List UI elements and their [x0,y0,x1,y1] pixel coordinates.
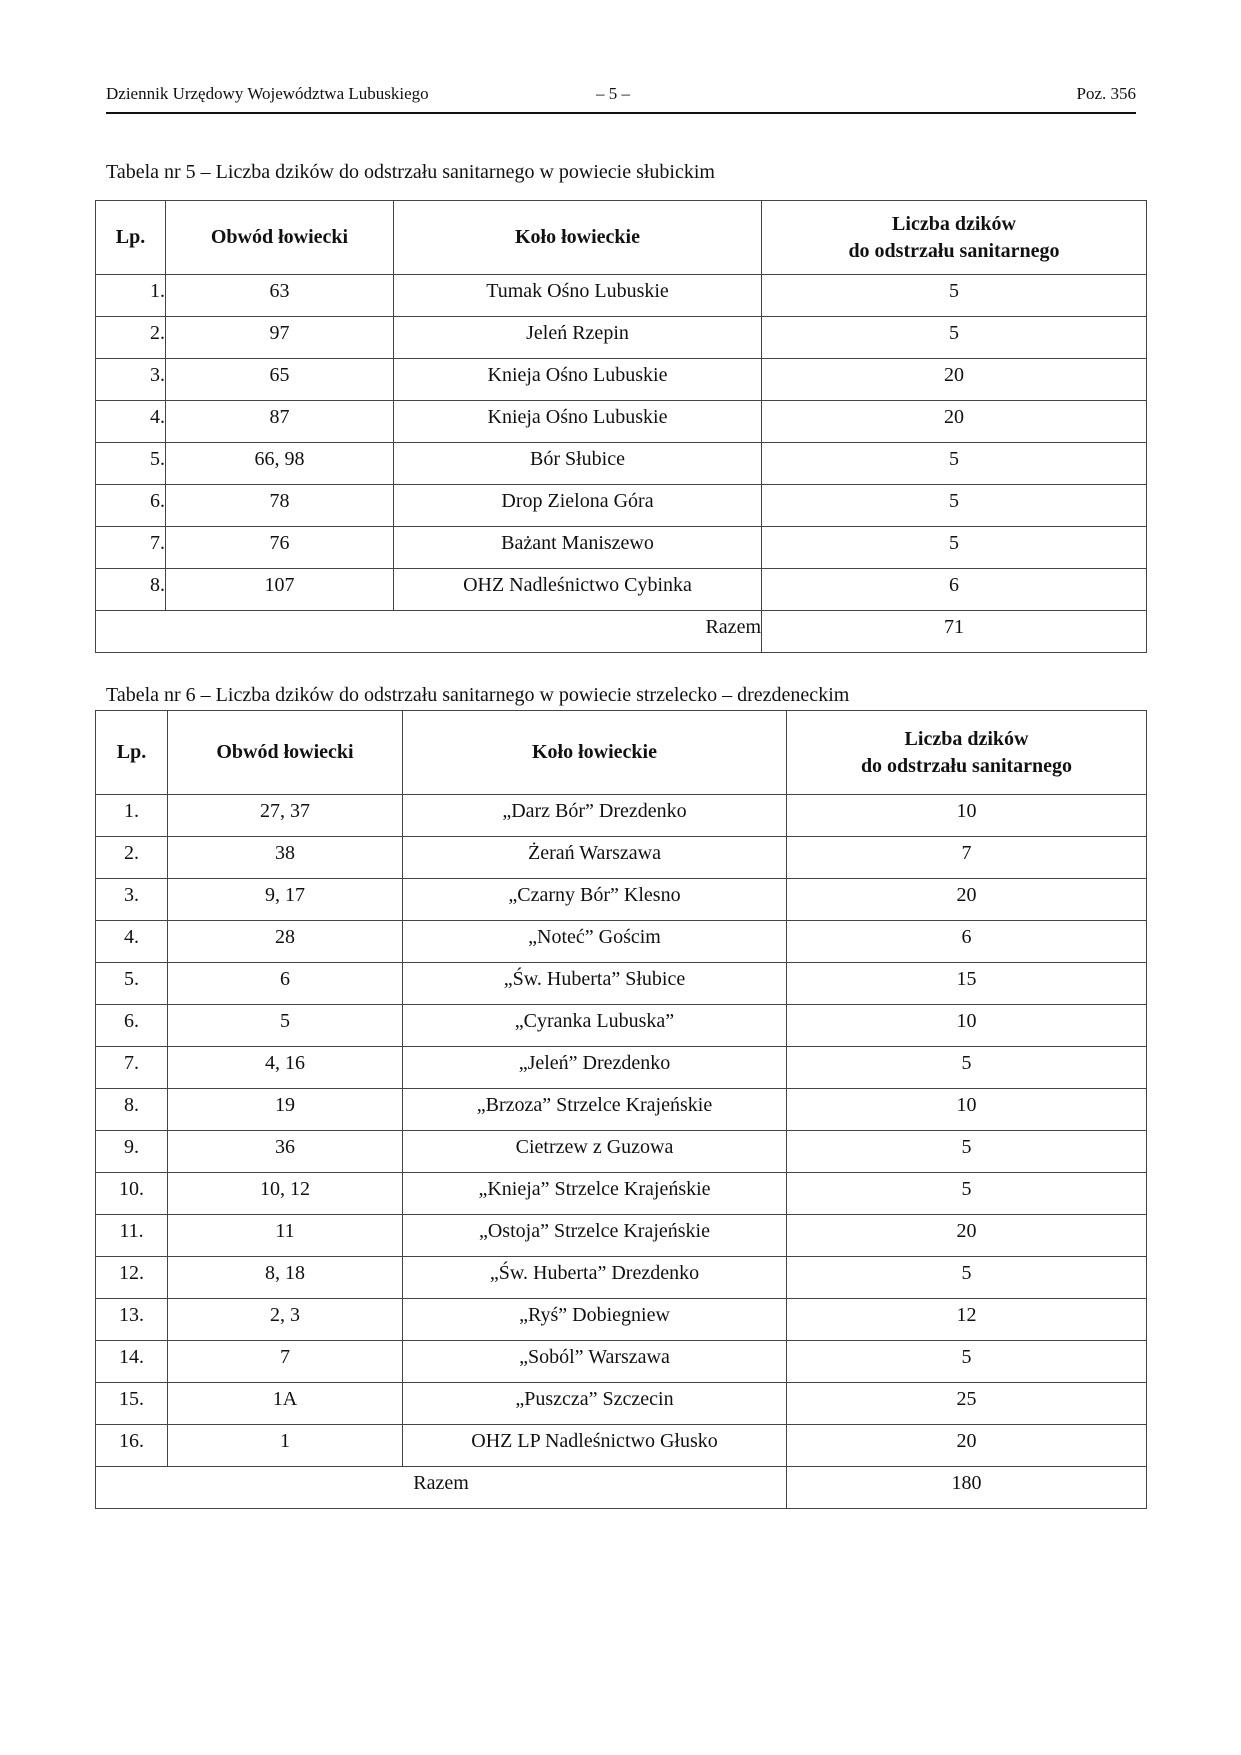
cell-lp: 6. [96,1005,168,1047]
table5 [95,200,1147,653]
cell-liczba: 5 [762,275,1147,317]
table-row [96,1383,1147,1425]
table-row [96,443,1147,485]
cell-obwod: 10, 12 [168,1173,403,1215]
cell-kolo: Jeleń Rzepin [394,317,762,359]
table-row [96,879,1147,921]
cell-lp: 15. [96,1383,168,1425]
cell-kolo: „Św. Huberta” Słubice [403,963,787,1005]
cell-kolo: „Knieja” Strzelce Krajeńskie [403,1173,787,1215]
cell-lp: 11. [96,1215,168,1257]
cell-lp: 6. [96,485,166,527]
cell-kolo: „Brzoza” Strzelce Krajeńskie [403,1089,787,1131]
column-header-liczba-line1: Liczba dzików [892,212,1016,235]
cell-lp: 4. [96,921,168,963]
cell-liczba: 15 [787,963,1147,1005]
cell-obwod: 87 [166,401,394,443]
cell-obwod: 8, 18 [168,1257,403,1299]
cell-liczba: 20 [787,879,1147,921]
cell-obwod: 1 [168,1425,403,1467]
table6-total-row [96,1467,1147,1509]
cell-kolo: Tumak Ośno Lubuskie [394,275,762,317]
cell-liczba: 5 [762,485,1147,527]
table-row [96,317,1147,359]
cell-lp: 3. [96,359,166,401]
table-row [96,1257,1147,1299]
table6-caption: Tabela nr 6 – Liczba dzików do odstrzału sanitarnego w powiecie strzelecko – drezdeneckim [106,684,850,706]
total-value: 180 [787,1467,1147,1509]
table-row [96,795,1147,837]
cell-liczba: 5 [787,1341,1147,1383]
cell-obwod: 6 [168,963,403,1005]
cell-obwod: 27, 37 [168,795,403,837]
table-row [96,963,1147,1005]
cell-obwod: 78 [166,485,394,527]
cell-lp: 13. [96,1299,168,1341]
cell-obwod: 5 [168,1005,403,1047]
column-header-liczba [787,711,1147,795]
column-header-obwod: Obwód łowiecki [166,201,394,275]
cell-liczba: 5 [787,1173,1147,1215]
table-row [96,1425,1147,1467]
cell-obwod: 7 [168,1341,403,1383]
cell-liczba: 6 [787,921,1147,963]
cell-liczba: 6 [762,569,1147,611]
cell-lp: 8. [96,1089,168,1131]
cell-lp: 4. [96,401,166,443]
cell-obwod: 65 [166,359,394,401]
cell-liczba: 5 [787,1131,1147,1173]
cell-liczba: 5 [762,443,1147,485]
page-header [106,84,1136,114]
cell-kolo: Drop Zielona Góra [394,485,762,527]
cell-lp: 1. [96,275,166,317]
cell-liczba: 5 [787,1047,1147,1089]
cell-lp: 2. [96,317,166,359]
table6 [95,710,1147,1509]
cell-lp: 5. [96,963,168,1005]
cell-liczba: 20 [762,401,1147,443]
column-header-kolo: Koło łowieckie [394,201,762,275]
cell-obwod: 28 [168,921,403,963]
column-header-kolo: Koło łowieckie [403,711,787,795]
table-row [96,1173,1147,1215]
cell-kolo: „Cyranka Lubuska” [403,1005,787,1047]
cell-lp: 14. [96,1341,168,1383]
table-row [96,921,1147,963]
cell-lp: 7. [96,527,166,569]
column-header-liczba-line2: do odstrzału sanitarnego [860,754,1073,777]
cell-kolo: „Czarny Bór” Klesno [403,879,787,921]
cell-lp: 9. [96,1131,168,1173]
column-header-lp: Lp. [96,711,168,795]
table-row [96,401,1147,443]
cell-obwod: 4, 16 [168,1047,403,1089]
cell-kolo: „Puszcza” Szczecin [403,1383,787,1425]
total-label: Razem [96,611,762,653]
cell-liczba: 20 [762,359,1147,401]
cell-lp: 7. [96,1047,168,1089]
table5-caption: Tabela nr 5 – Liczba dzików do odstrzału sanitarnego w powiecie słubickim [106,161,715,183]
total-label: Razem [96,1467,787,1509]
cell-liczba: 5 [762,527,1147,569]
cell-kolo: Knieja Ośno Lubuskie [394,359,762,401]
cell-kolo: Żerań Warszawa [403,837,787,879]
cell-obwod: 38 [168,837,403,879]
cell-kolo: OHZ LP Nadleśnictwo Głusko [403,1425,787,1467]
column-header-liczba [762,201,1147,275]
cell-lp: 12. [96,1257,168,1299]
column-header-liczba-line2: do odstrzału sanitarnego [848,239,1060,262]
table-row [96,1089,1147,1131]
cell-obwod: 11 [168,1215,403,1257]
table-row [96,1341,1147,1383]
table-row [96,527,1147,569]
table-row [96,837,1147,879]
cell-obwod: 19 [168,1089,403,1131]
cell-obwod: 107 [166,569,394,611]
cell-kolo: „Ostoja” Strzelce Krajeńskie [403,1215,787,1257]
cell-liczba: 5 [762,317,1147,359]
cell-kolo: „Św. Huberta” Drezdenko [403,1257,787,1299]
table-row [96,1215,1147,1257]
table-row [96,359,1147,401]
cell-lp: 16. [96,1425,168,1467]
cell-liczba: 10 [787,795,1147,837]
cell-kolo: Knieja Ośno Lubuskie [394,401,762,443]
cell-liczba: 12 [787,1299,1147,1341]
cell-kolo: „Noteć” Gościm [403,921,787,963]
cell-liczba: 10 [787,1005,1147,1047]
journal-title: Dziennik Urzędowy Województwa Lubuskiego [106,84,429,103]
column-header-lp: Lp. [96,201,166,275]
page-number: – 5 – [596,84,630,103]
table-row [96,275,1147,317]
table-row [96,1299,1147,1341]
cell-kolo: „Ryś” Dobiegniew [403,1299,787,1341]
cell-obwod: 63 [166,275,394,317]
table6-header-row [96,711,1147,795]
cell-kolo: „Jeleń” Drezdenko [403,1047,787,1089]
cell-obwod: 66, 98 [166,443,394,485]
cell-liczba: 20 [787,1425,1147,1467]
table-row [96,569,1147,611]
table-row [96,485,1147,527]
cell-obwod: 9, 17 [168,879,403,921]
cell-kolo: „Darz Bór” Drezdenko [403,795,787,837]
table-row [96,1047,1147,1089]
cell-lp: 10. [96,1173,168,1215]
cell-liczba: 7 [787,837,1147,879]
header-rule [106,112,1136,114]
cell-obwod: 2, 3 [168,1299,403,1341]
cell-liczba: 20 [787,1215,1147,1257]
table5-header-row [96,201,1147,275]
table-row [96,1005,1147,1047]
cell-obwod: 97 [166,317,394,359]
table5-total-row [96,611,1147,653]
cell-liczba: 5 [787,1257,1147,1299]
cell-lp: 8. [96,569,166,611]
total-value: 71 [762,611,1147,653]
cell-liczba: 10 [787,1089,1147,1131]
cell-kolo: Bażant Maniszewo [394,527,762,569]
cell-kolo: OHZ Nadleśnictwo Cybinka [394,569,762,611]
table-row [96,1131,1147,1173]
cell-kolo: Cietrzew z Guzowa [403,1131,787,1173]
cell-lp: 5. [96,443,166,485]
position-number: Poz. 356 [1076,84,1136,103]
column-header-obwod: Obwód łowiecki [168,711,403,795]
cell-obwod: 36 [168,1131,403,1173]
column-header-liczba-line1: Liczba dzików [904,727,1029,750]
cell-liczba: 25 [787,1383,1147,1425]
cell-lp: 2. [96,837,168,879]
cell-kolo: „Soból” Warszawa [403,1341,787,1383]
cell-obwod: 76 [166,527,394,569]
cell-lp: 1. [96,795,168,837]
cell-kolo: Bór Słubice [394,443,762,485]
cell-obwod: 1A [168,1383,403,1425]
cell-lp: 3. [96,879,168,921]
